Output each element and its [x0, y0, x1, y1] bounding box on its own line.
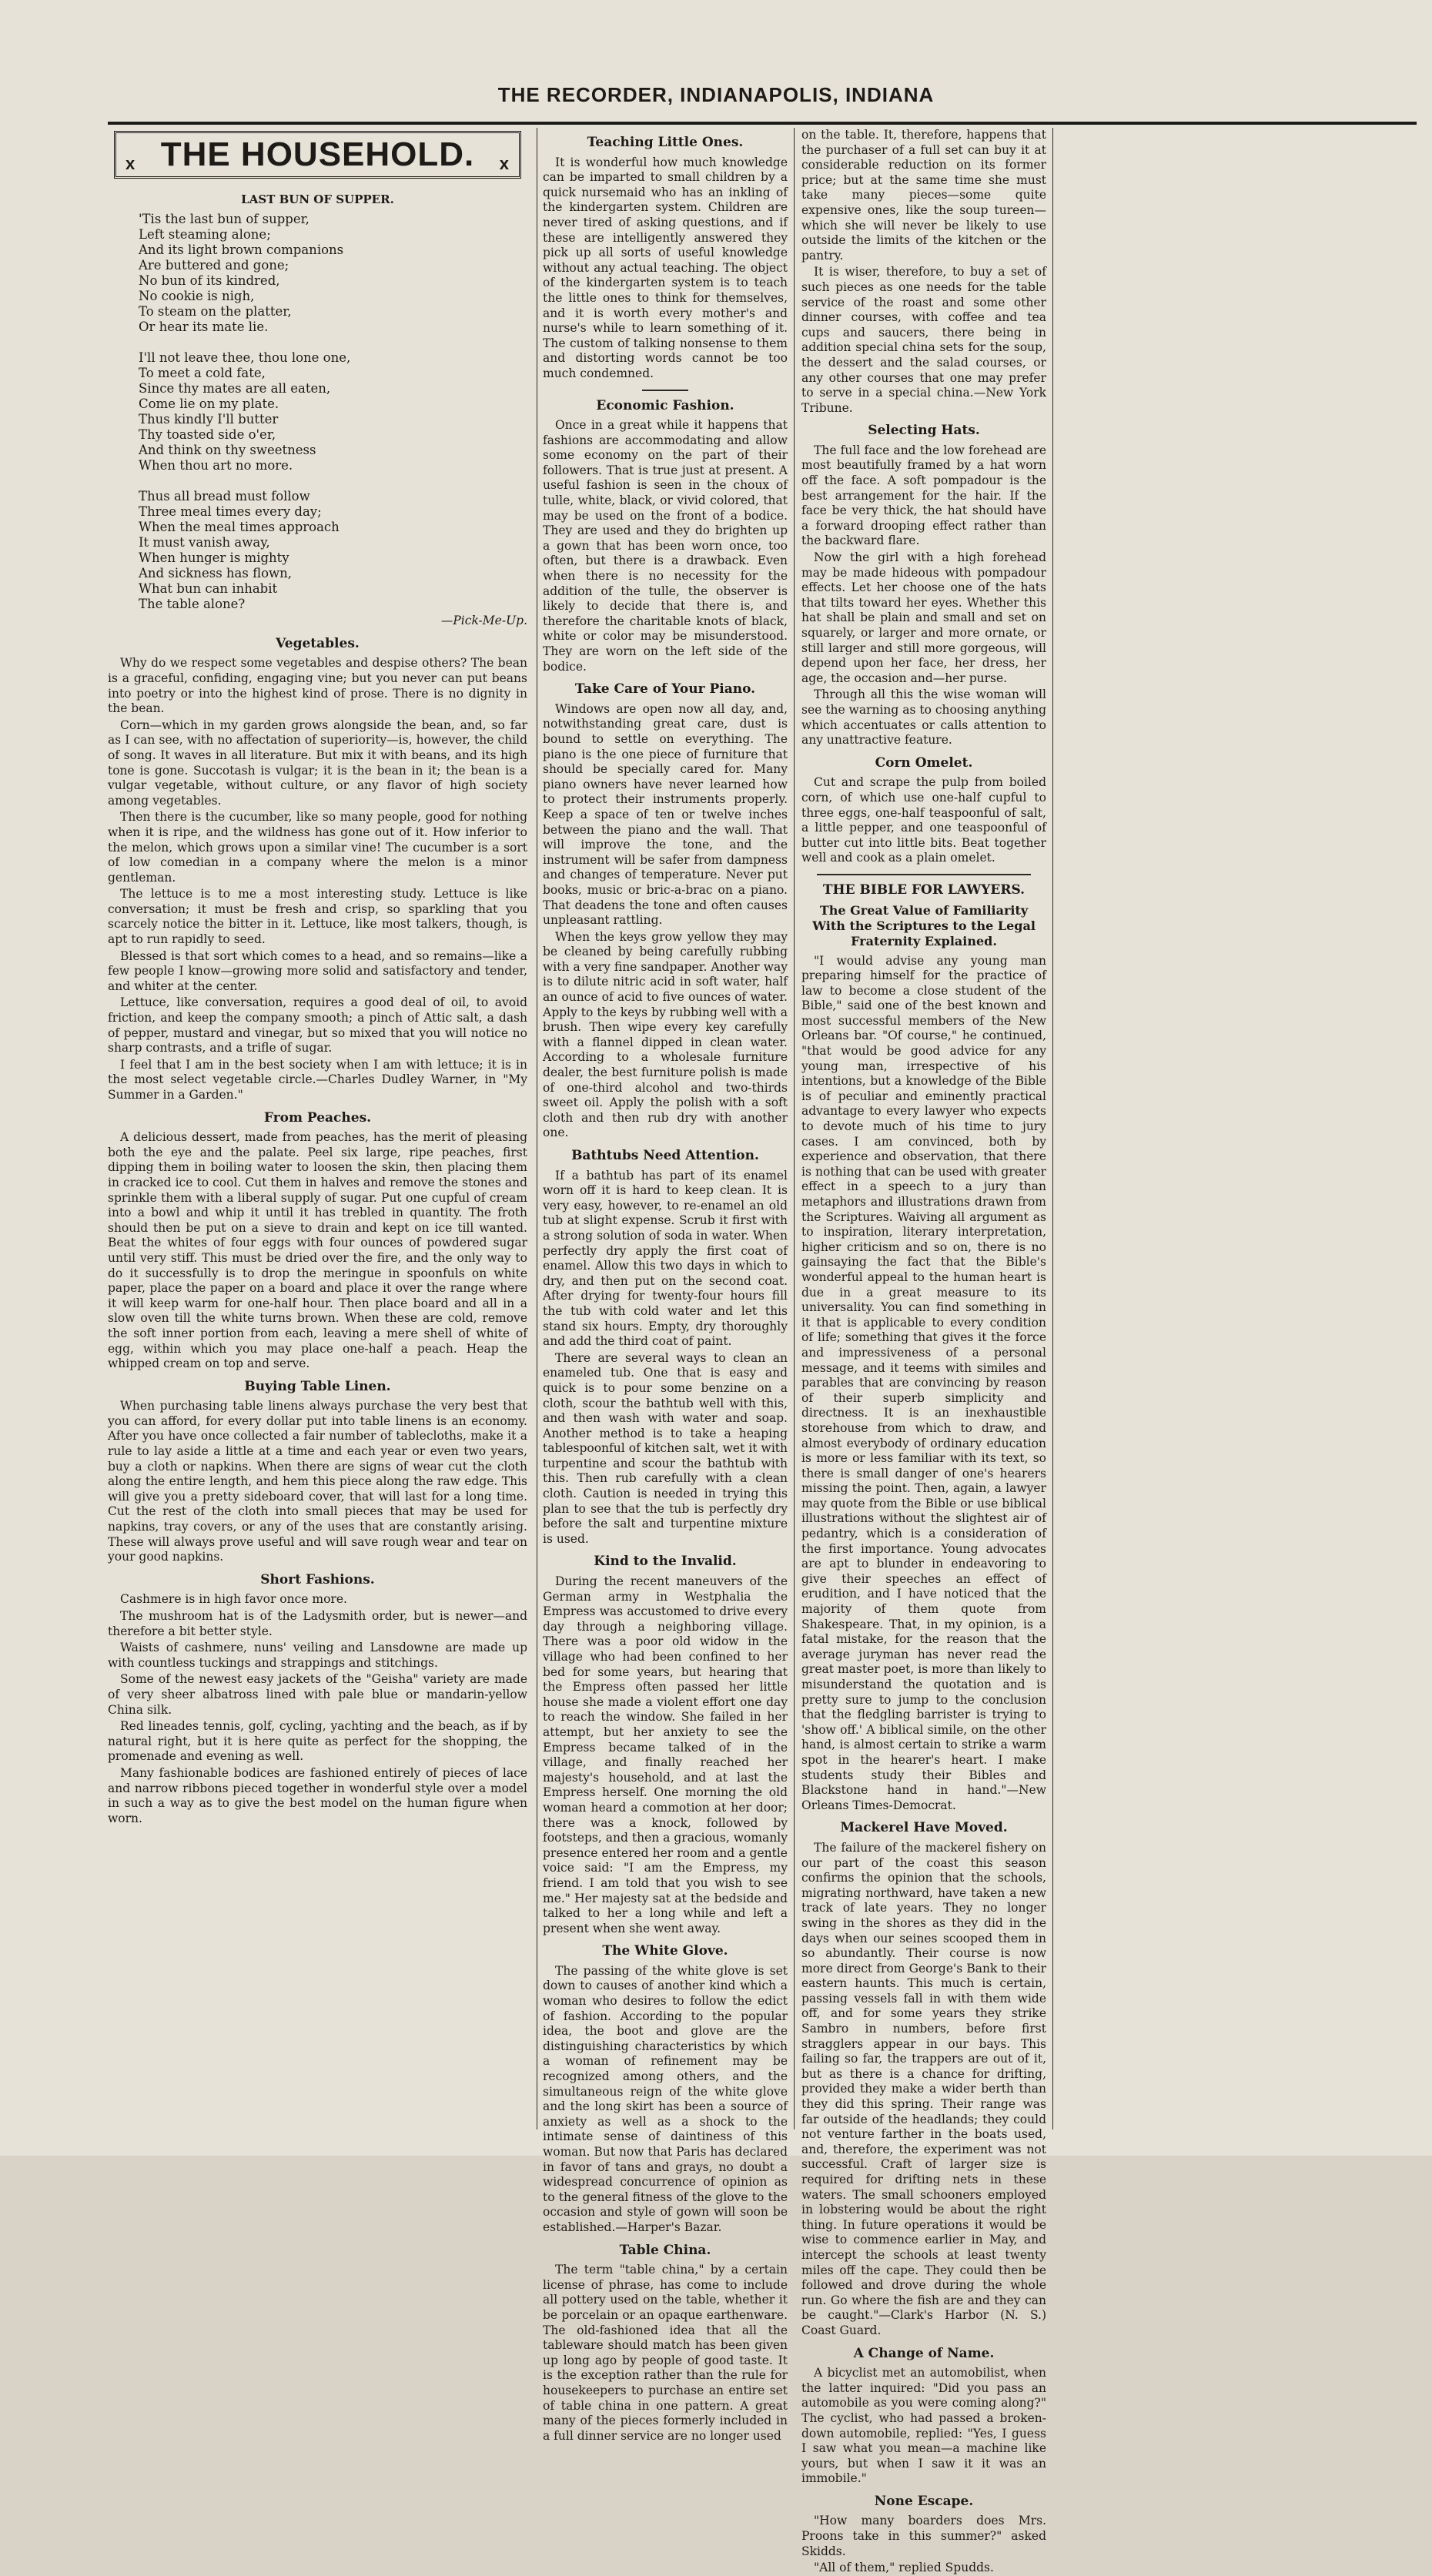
- article-title: None Escape.: [874, 2493, 974, 2509]
- article-title: Take Care of Your Piano.: [574, 681, 756, 698]
- article-paragraph: Corn—which in my garden grows alongside the bean, and, so far as I can see, with no affectation of superiority—is, however, the child of song. It waves in all literature. But mix it with beans, and its high tone is gone. Succotash is vulgar; it is the bean in it; the bean is a vulgar vegetable, without culture, or any flavor of high society among vegetables.: [108, 718, 527, 808]
- article-paragraph: The lettuce is to me a most interesting study. Lettuce is like conversation; it must be fresh and crisp, so sparkling that you scarcely notice the bitter in it. Lettuce, like most talkers, though, is apt to run rapidly to seed.: [108, 887, 527, 947]
- article-title: A Change of Name.: [853, 2345, 995, 2361]
- poem-text: 'Tis the last bun of supper, Left steaming alone; And its light brown companions Are buttered and gone; No bun of its kindred, No cookie is nigh, To steam on the platter, Or hear its mate lie. I'll not leave thee, thou lone one, To meet a cold fate, Since thy mates are all eaten, Come lie on my plate. Thus kindly I'll butter Thy toasted side o'er, And think on thy sweetness When thou art no more. Thus all bread must follow Three meal times every day; When the meal times approach It must vanish away, When hunger is mighty And sickness has flown, What bun can inhabit The table alone?: [139, 212, 351, 612]
- article-paragraph: Waists of cashmere, nuns' veiling and Lansdowne are made up with countless tuckings and strappings and stitchings.: [108, 1641, 527, 1670]
- poem-title: LAST BUN OF SUPPER.: [241, 192, 394, 206]
- page-masthead: THE RECORDER, INDIANAPOLIS, INDIANA: [497, 83, 935, 106]
- article-paragraph: When the keys grow yellow they may be cleaned by being carefully rubbing with a very fine sandpaper. Another way is to dilute nitric acid in soft water, half an ounce of acid to five ounces of water. Apply to the keys by rubbing well with a brush. Then wipe every key carefully with a flannel dipped in clean water. According to a wholesale furniture dealer, the best furniture polish is made of one-third alcohol and two-thirds sweet oil. Apply the polish with a soft cloth and then rub dry with another one.: [543, 929, 788, 1140]
- poem-credit: —Pick-Me-Up.: [440, 614, 527, 628]
- article-paragraph: Blessed is that sort which comes to a head, and so remains—like a few people I know—growing more solid and satisfactory and tender, and whiter at the center.: [108, 948, 527, 993]
- article-paragraph: Many fashionable bodices are fashioned entirely of pieces of lace and narrow ribbons pieced together in wonderful style over a model in such a way as to give the best model on the human figure when worn.: [108, 1765, 527, 1825]
- article-paragraph: It is wiser, therefore, to buy a set of such pieces as one needs for the table service of the roast and some other dinner courses, with coffee and tea cups and saucers, there being in addition special china sets for the soup, the dessert and the salad courses, or any other courses that one may prefer to serve in a special china.—New York Tribune.: [801, 265, 1046, 415]
- article-title: From Peaches.: [263, 1109, 372, 1126]
- article-paragraph: Red lineades tennis, golf, cycling, yachting and the beach, as if by natural right, but it is here quite as perfect for the shopping, the promenade and evening as well.: [108, 1719, 527, 1764]
- article-title: Teaching Little Ones.: [587, 135, 744, 150]
- article-title: Corn Omelet.: [875, 754, 973, 771]
- article-paragraph: Once in a great while it happens that fashions are accommodating and allow some economy on the part of their followers. That is true just at present. A useful fashion is seen in the choux of tulle, white, black, or vivid colored, that may be used on the front of a bodice. They are used and they do brighten up a gown that has been worn once, too often, but there is a drawback. Even when there is no necessity for the addition of the tulle, the observer is likely to decide that there is, and therefore the charitable knots of black, white or color may be misunderstood. They are worn on the left side of the bodice.: [543, 418, 788, 674]
- article-paragraph: "I would advise any young man preparing himself for the practice of law to become a close student of the Bible," said one of the best known and most successful members of the New Orleans bar. "Of course," he continued, "that would be good advice for any young man, irrespective of his intentions, but a knowledge of the Bible is of peculiar and eminently practical advantage to every lawyer who expects to devote much of his time to jury cases. I am convinced, both by experience and observation, that there is nothing that can be used with greater effect in a speech to a jury than metaphors and illustrations drawn from the Scriptures. Waiving all argument as to inspiration, literary interpretation, higher criticism and so on, there is no gainsaying the fact that the Bible's wonderful appeal to the human heart is due in a great measure to its universality. You can find something in it that is applicable to every condition of life; something that gives it the force and impressiveness of a personal message, and it teems with similes and parables that are convincing by reason of their superb simplicity and directness. It is an inexhaustible storehouse from which to draw, and almost everybody of ordinary education is more or less familiar with its text, so there is small danger of one's hearers missing the point. Then, again, a lawyer may quote from the Bible or use biblical illustrations without the slightest air of pedantry, which is a consideration of the first importance. Young advocates are apt to blunder in endeavoring to give their speeches an effect of erudition, and I have noticed that the majority of them quote from Shakespeare. That, in my opinion, is a fatal mistake, for the reason that the average juryman has never read the great master poet, is more than likely to misunderstand the quotation and is pretty sure to jump to the conclusion that the fledgling barrister is trying to 'show off.' A biblical simile, on the other hand, is almost certain to strike a warm spot in the hearer's heart. I make students study their Bibles and Blackstone hand in hand."—New Orleans Times-Democrat.: [801, 953, 1046, 1812]
- article-paragraph: Lettuce, like conversation, requires a good deal of oil, to avoid friction, and keep the company smooth; a pinch of Attic salt, a dash of pepper, mustard and vinegar, but so mixed that you will notice no sharp contrasts, and a trifle of sugar.: [108, 995, 527, 1055]
- household-title: THE HOUSEHOLD.: [160, 135, 475, 173]
- article-paragraph: A delicious dessert, made from peaches, has the merit of pleasing both the eye and the palate. Peel six large, ripe peaches, first dipping them in boiling water to loosen the skin, then placing them in cracked ice to cool. Cut them in halves and remove the stones and sprinkle them with a liberal supply of sugar. Put one cupful of cream into a bowl and whip it until it has trebled in quantity. The froth should then be put on a sieve to drain and kept on ice till wanted. Beat the whites of four eggs with four ounces of powdered sugar until very stiff. This must be dried over the fire, and the only way to do it successfully is to drop the meringue in spoonfuls on white paper, place the paper on a board and place it over the range where it will keep warm for one-half hour. Then place board and all in a slow oven till the white turns brown. When these are cold, remove the soft inner portion from each, leaving a mere shell of white of egg, within which you may place one-half a peach. Heap the whipped cream on top and serve.: [108, 1130, 527, 1371]
- article-title: Selecting Hats.: [868, 423, 980, 439]
- article-title: Vegetables.: [276, 635, 360, 651]
- article-paragraph: If a bathtub has part of its enamel worn off it is hard to keep clean. It is very easy, however, to re-enamel an old tub at slight expense. Scrub it first with a strong solution of soda in water. When perfectly dry apply the first coat of enamel. Allow this two days in which to dry, and then put on the second coat. After drying for twenty-four hours fill the tub with cold water and let this stand six hours. Empty, dry thoroughly and add the third coat of paint.: [543, 1168, 788, 1349]
- article-paragraph: Cashmere is in high favor once more.: [120, 1592, 347, 1607]
- article-paragraph: Windows are open now all day, and, notwithstanding great care, dust is bound to settle on everything. The piano is the one piece of furniture that should be specially cared for. Many piano owners have never learned how to protect their instruments properly. Keep a space of ten or twelve inches between the piano and the wall. That will improve the tone, and the instrument will be safer from dampness and changes of temperature. Never put books, music or bric-a-brac on a piano. That deadens the tone and often causes unpleasant rattling.: [543, 701, 788, 928]
- article-paragraph: The mushroom hat is of the Ladysmith order, but is newer—and therefore a bit better style.: [108, 1609, 527, 1638]
- article-paragraph: It is wonderful how much knowledge can be imparted to small children by a quick nursemaid who has an inkling of the kindergarten system. Children are never tired of asking questions, and if these are intelligently answered they pick up all sorts of useful knowledge without any actual teaching. The object of the kindergarten system is to teach the little ones to think for themselves, and it is worth every mother's and nurse's while to learn something of it. The custom of talking nonsense to them and distorting words cannot be too much condemned.: [543, 155, 788, 380]
- article-paragraph: The full face and the low forehead are most beautifully framed by a hat worn off the face. A soft pompadour is the best arrangement for the hair. If the face be very thick, the hat should have a forward drooping effect rather than the backward flare.: [801, 443, 1046, 548]
- article-paragraph: "All of them," replied Spudds.: [814, 2561, 994, 2575]
- article-paragraph: Some of the newest easy jackets of the "Geisha" variety are made of very sheer albatross lined with pale blue or mandarin-yellow China silk.: [108, 1672, 527, 1717]
- article-paragraph: "How many boarders does Mrs. Proons take in this summer?" asked Skidds.: [801, 2514, 1046, 2558]
- article-paragraph: Why do we respect some vegetables and despise others? The bean is a graceful, confiding, engaging vine; but you never can put beans into poetry or into the highest kind of prose. There is no dignity in the bean.: [108, 656, 527, 716]
- article-paragraph: When purchasing table linens always purchase the very best that you can afford, for every dollar put into table linens is an economy. After you have once collected a fair number of tablecloths, make it a rule to lay aside a little at a time and each year or even two years, buy a cloth or napkins. When there are signs of wear cut the cloth along the entire length, and hem this piece along the raw edge. This will give you a pretty sideboard cover, that will last for a long time. Cut the rest of the cloth into small pieces that may be used for napkins, tray covers, or any of the uses that are constantly arising. These will always prove useful and will save rough wear and tear on your good napkins.: [108, 1399, 527, 1564]
- ornament-right-icon: x: [499, 154, 510, 173]
- article-paragraph: Through all this the wise woman will see the warning as to choosing anything which accentuates or calls attention to any unattractive feature.: [801, 687, 1046, 748]
- article-title: Bathtubs Need Attention.: [571, 1148, 759, 1163]
- article-paragraph: I feel that I am in the best society when I am with lettuce; it is in the most select vegetable circle.—Charles Dudley Warner, in "My Summer in a Garden.": [108, 1057, 527, 1102]
- article-paragraph: The term "table china," by a certain license of phrase, has come to include all pottery used on the table, whether it be porcelain or an opaque earthenware. The old-fashioned idea that all the tableware should match has been given up long ago by people of good taste. It is the exception rather than the rule for housekeepers to purchase an entire set of table china in one pattern. A great many of the pieces formerly included in a full dinner service are no longer used: [543, 2263, 788, 2443]
- article-paragraph: The failure of the mackerel fishery on our part of the coast this season confirms the opinion that the schools, migrating northward, have taken a new track of late years. They no longer swing in the shores as they did in the days when our seines scooped them in so abundantly. Their course is now more direct from George's Bank to their eastern haunts. This much is certain, passing vessels fall in with them wide off, and for some years they strike Sambro in numbers, before first stragglers appear in our bays. This failing so far, the trappers are out of it, but as there is a chance for drifting, provided they make a wider berth than they did this spring. Their range was far outside of the headlands; they could not venture farther in the boats used, and, therefore, the experiment was not successful. Craft of larger size is required for drifting nets in these waters. The small schooners employed in lobstering would be about the right thing. In future operations it would be wise to commence earlier in May, and intercept the schools at least twenty miles off the cape. They could then be followed and drove during the whole run. Go where the fish are and they can be caught."—Clark's Harbor (N. S.) Coast Guard.: [801, 1840, 1046, 2337]
- article-paragraph: There are several ways to clean an enameled tub. One that is easy and quick is to pour some benzine on a cloth, scour the bathtub well with this, and then wash with water and soap. Another method is to take a heaping tablespoonful of kitchen salt, wet it with turpentine and scour the bathtub with this. Then rub carefully with a clean cloth. Caution is needed in trying this plan to see that the tub is perfectly dry before the salt and turpentine mixture is used.: [543, 1350, 788, 1546]
- article-title: The White Glove.: [602, 1943, 728, 1959]
- article-paragraph: Then there is the cucumber, like so many people, good for nothing when it is ripe, and the wildness has gone out of it. How inferior to the melon, which grows upon a similar vine! The cucumber is a sort of low comedian in a company where the melon is a minor gentleman.: [108, 810, 527, 885]
- article-paragraph: Cut and scrape the pulp from boiled corn, of which use one-half cupful to three eggs, one-half teaspoonful of salt, a little pepper, and one teaspoonful of butter cut into little bits. Beat together well and cook as a plain omelet.: [801, 775, 1046, 865]
- ornament-left-icon: x: [125, 154, 136, 173]
- article-paragraph: During the recent maneuvers of the German army in Westphalia the Empress was accustomed to drive every day through a neighboring village. There was a poor old widow in the village who had been confined to her bed for some years, but hearing that the Empress often passed her little house she made a violent effort one day to reach the window. She failed in her attempt, but her anxiety to see the Empress became talked of in the village, and finally reached her majesty's household, and at last the Empress herself. One morning the old woman heard a commotion at her door; there was a knock, followed by footsteps, and then a gracious, womanly presence entered her room and a gentle voice said: "I am the Empress, my friend. I am told that you wish to see me." Her majesty sat at the bedside and talked to her a long while and left a present when she went away.: [543, 1574, 788, 1935]
- article-title: Short Fashions.: [260, 1571, 375, 1587]
- article-title: Economic Fashion.: [596, 397, 734, 413]
- article-title: Mackerel Have Moved.: [840, 1820, 1008, 1836]
- article-paragraph: A bicyclist met an automobilist, when the latter inquired: "Did you pass an automobile as you were coming along?" The cyclist, who had passed a broken-down automobile, replied: "Yes, I guess I saw what you mean—a machine like yours, but when I saw it it was an immobile.": [801, 2366, 1046, 2486]
- article-paragraph: on the table. It, therefore, happens that the purchaser of a full set can buy it at considerable reduction on its former price; but at the same time she must take many pieces—some quite expensive ones, like the soup tureen—which she will never be likely to use outside the limits of the kitchen or the pantry.: [801, 128, 1046, 263]
- article-paragraph: Now the girl with a high forehead may be made hideous with pompadour effects. Let her choose one of the hats that tilts toward her eyes. Whether this hat shall be plain and small and set on squarely, or larger and more ornate, or still larger and still more gorgeous, will depend upon her face, her dress, her age, the occasion and—her purse.: [801, 550, 1046, 685]
- article-title: THE BIBLE FOR LAWYERS.: [822, 882, 1025, 898]
- article-deck: The Great Value of Familiarity With the Scriptures to the Legal Fraternity Explained.: [812, 902, 1036, 948]
- article-title: Buying Table Linen.: [244, 1378, 391, 1394]
- article-title: Table China.: [619, 2242, 711, 2258]
- article-paragraph: The passing of the white glove is set down to causes of another kind which a woman who desires to follow the edict of fashion. According to the popular idea, the boot and glove are the distinguishing characteristics by which a woman of refinement may be recognized among others, and the simultaneous reign of the white glove and the long skirt has been a source of anxiety as well as a shock to the intimate sense of daintiness of this woman. But now that Paris has declared in favor of tans and grays, no doubt a widespread concurrence of opinion as to the general fitness of the glove to the occasion and style of gown will soon be established.—Harper's Bazar.: [543, 1963, 788, 2234]
- article-title: Kind to the Invalid.: [594, 1554, 737, 1570]
